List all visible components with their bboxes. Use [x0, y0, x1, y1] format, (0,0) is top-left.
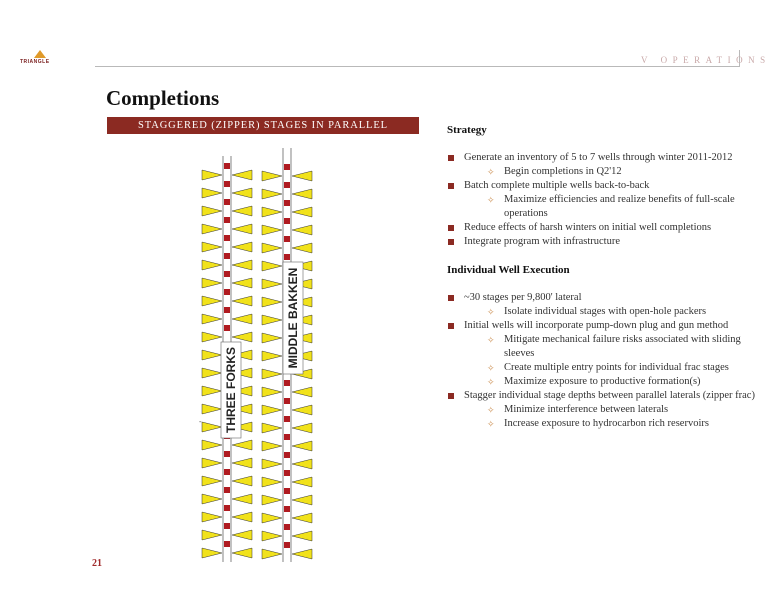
frac-wing-left [262, 441, 282, 451]
sub-bullet-text: Begin completions in Q2'12 [504, 166, 622, 177]
bullet-item [447, 291, 757, 305]
bullet-text: ~30 stages per 9,800' lateral [464, 292, 582, 303]
packer-marker [224, 307, 230, 313]
frac-wing-right [232, 242, 252, 252]
sub-bullet-item [447, 403, 757, 417]
frac-wing-left [202, 242, 222, 252]
diamond-bullet-icon: ✧ [487, 363, 495, 373]
frac-wing-left [262, 531, 282, 541]
frac-wing-left [202, 422, 222, 432]
frac-wing-right [232, 458, 252, 468]
frac-wing-left [262, 495, 282, 505]
packer-marker [224, 469, 230, 475]
frac-wing-right [292, 423, 312, 433]
frac-wing-left [202, 296, 222, 306]
frac-wing-left [262, 477, 282, 487]
bullet-text: Integrate program with infrastructure [464, 236, 620, 247]
frac-wing-right [292, 171, 312, 181]
square-bullet-icon [448, 239, 454, 245]
strategy-panel [447, 123, 757, 431]
sub-bullet-item [447, 333, 757, 361]
three-forks-label: THREE FORKS [224, 346, 238, 434]
bullet-text: Initial wells will incorporate pump-down plug and gun method [464, 320, 729, 331]
square-bullet-icon [448, 225, 454, 231]
frac-wing-left [202, 530, 222, 540]
frac-wing-left [262, 423, 282, 433]
square-bullet-icon [448, 155, 454, 161]
bullet-text: Reduce effects of harsh winters on initial well completions [464, 222, 712, 233]
square-bullet-icon [448, 295, 454, 301]
packer-marker [224, 163, 230, 169]
frac-wing-left [202, 476, 222, 486]
packer-marker [224, 487, 230, 493]
frac-wing-left [202, 548, 222, 558]
frac-wing-left [262, 207, 282, 217]
packer-marker [284, 416, 290, 422]
execution-list [447, 291, 757, 431]
sub-bullet-item [447, 375, 757, 389]
frac-wing-left [262, 279, 282, 289]
strategy-list [447, 151, 757, 249]
sub-bullet-text: Minimize interference between laterals [504, 404, 669, 415]
frac-wing-left [202, 458, 222, 468]
diamond-bullet-icon: ✧ [487, 419, 495, 429]
packer-marker [284, 524, 290, 530]
frac-wing-left [262, 351, 282, 361]
frac-wing-left [202, 224, 222, 234]
bullet-item [447, 179, 757, 193]
packer-marker [284, 164, 290, 170]
bullet-item [447, 389, 757, 403]
frac-wing-left [262, 171, 282, 181]
packer-marker [284, 506, 290, 512]
logo-triangle-icon [34, 50, 46, 58]
frac-wing-left [262, 315, 282, 325]
frac-wing-left [262, 333, 282, 343]
middle-bakken-label: MIDDLE BAKKEN [286, 267, 300, 369]
bullet-item [447, 235, 757, 249]
sub-bullet-item [447, 305, 757, 319]
packer-marker [284, 398, 290, 404]
packer-marker [284, 380, 290, 386]
frac-wing-left [262, 225, 282, 235]
frac-wing-right [232, 494, 252, 504]
sub-bullet-text: Maximize exposure to productive formation(s) [504, 376, 701, 387]
frac-wing-left [262, 369, 282, 379]
packer-marker [224, 253, 230, 259]
page-title: Completions [106, 86, 220, 110]
square-bullet-icon [448, 393, 454, 399]
packer-marker [284, 254, 290, 260]
page-number: 21 [92, 558, 102, 569]
frac-wing-left [202, 440, 222, 450]
zipper-frac-diagram [195, 148, 335, 566]
diamond-bullet-icon: ✧ [487, 195, 495, 205]
frac-wing-right [232, 332, 252, 342]
diamond-bullet-icon: ✧ [487, 377, 495, 387]
frac-wing-right [232, 278, 252, 288]
diamond-bullet-icon: ✧ [487, 335, 495, 345]
sub-bullet-text: Maximize efficiencies and realize benefits of full-scale operations [504, 194, 735, 219]
packer-marker [224, 199, 230, 205]
frac-wing-right [232, 296, 252, 306]
frac-wing-right [292, 189, 312, 199]
frac-wing-right [292, 549, 312, 559]
frac-wing-left [202, 404, 222, 414]
packer-marker [284, 470, 290, 476]
packer-marker [284, 200, 290, 206]
sub-bullet-item [447, 193, 757, 221]
frac-wing-left [262, 261, 282, 271]
frac-wing-right [292, 405, 312, 415]
bullet-text: Generate an inventory of 5 to 7 wells through winter 2011-2012 [464, 152, 733, 163]
frac-wing-right [292, 441, 312, 451]
frac-wing-right [292, 225, 312, 235]
packer-marker [224, 505, 230, 511]
frac-wing-left [202, 278, 222, 288]
frac-wing-left [202, 386, 222, 396]
square-bullet-icon [448, 323, 454, 329]
frac-wing-left [262, 243, 282, 253]
execution-heading: Individual Well Execution [447, 264, 570, 276]
frac-wing-left [202, 170, 222, 180]
frac-wing-right [232, 548, 252, 558]
bullet-text: Stagger individual stage depths between parallel laterals (zipper frac) [464, 390, 755, 401]
diagram-banner: STAGGERED (ZIPPER) STAGES IN PARALLEL LATERALS [107, 117, 419, 134]
packer-marker [224, 271, 230, 277]
company-logo [20, 50, 60, 70]
frac-wing-right [292, 495, 312, 505]
frac-wing-right [292, 513, 312, 523]
stray-dot: - [199, 417, 202, 426]
frac-wing-left [202, 206, 222, 216]
square-bullet-icon [448, 183, 454, 189]
frac-wing-right [232, 206, 252, 216]
bullet-text: Batch complete multiple wells back-to-back [464, 180, 650, 191]
frac-wing-right [232, 224, 252, 234]
frac-wing-right [232, 530, 252, 540]
frac-wing-left [262, 387, 282, 397]
packer-marker [284, 182, 290, 188]
logo-text: TRIANGLE [20, 59, 50, 65]
frac-wing-right [292, 459, 312, 469]
strategy-heading: Strategy [447, 124, 487, 136]
sub-bullet-item [447, 165, 757, 179]
frac-wing-left [262, 189, 282, 199]
sub-bullet-item [447, 361, 757, 375]
packer-marker [224, 217, 230, 223]
frac-wing-right [292, 477, 312, 487]
frac-wing-left [202, 332, 222, 342]
sub-bullet-text: Create multiple entry points for individual frac stages [504, 362, 729, 373]
diamond-bullet-icon: ✧ [487, 167, 495, 177]
frac-wing-right [292, 387, 312, 397]
packer-marker [224, 451, 230, 457]
bullet-item [447, 151, 757, 165]
packer-marker [284, 434, 290, 440]
packer-marker [284, 542, 290, 548]
sub-bullet-text: Increase exposure to hydrocarbon rich reservoirs [504, 418, 709, 429]
diamond-bullet-icon: ✧ [487, 405, 495, 415]
packer-marker [224, 523, 230, 529]
frac-wing-right [292, 243, 312, 253]
frac-wing-left [202, 188, 222, 198]
bullet-item [447, 319, 757, 333]
sub-bullet-text: Isolate individual stages with open-hole packers [504, 306, 707, 317]
frac-wing-right [232, 170, 252, 180]
frac-wing-left [262, 549, 282, 559]
header-divider [95, 66, 740, 67]
frac-wing-left [262, 297, 282, 307]
packer-marker [224, 235, 230, 241]
bullet-item [447, 221, 757, 235]
frac-wing-left [262, 513, 282, 523]
diamond-bullet-icon: ✧ [487, 307, 495, 317]
sub-bullet-text: Mitigate mechanical failure risks associated with sliding sleeves [504, 334, 741, 359]
section-label: V OPERATIONS [641, 55, 771, 65]
packer-marker [224, 325, 230, 331]
frac-wing-right [292, 531, 312, 541]
packer-marker [224, 289, 230, 295]
packer-marker [224, 181, 230, 187]
frac-wing-right [232, 260, 252, 270]
frac-wing-right [232, 188, 252, 198]
frac-wing-right [232, 314, 252, 324]
packer-marker [284, 236, 290, 242]
frac-wing-left [202, 314, 222, 324]
sub-bullet-item [447, 417, 757, 431]
packer-marker [284, 452, 290, 458]
packer-marker [284, 218, 290, 224]
frac-wing-left [202, 260, 222, 270]
frac-wing-right [232, 512, 252, 522]
packer-marker [284, 488, 290, 494]
frac-wing-left [262, 405, 282, 415]
frac-wing-left [202, 368, 222, 378]
frac-wing-left [202, 350, 222, 360]
frac-wing-left [202, 512, 222, 522]
packer-marker [224, 541, 230, 547]
frac-wing-right [232, 476, 252, 486]
frac-wing-right [232, 440, 252, 450]
frac-wing-right [292, 207, 312, 217]
frac-wing-left [202, 494, 222, 504]
frac-wing-left [262, 459, 282, 469]
